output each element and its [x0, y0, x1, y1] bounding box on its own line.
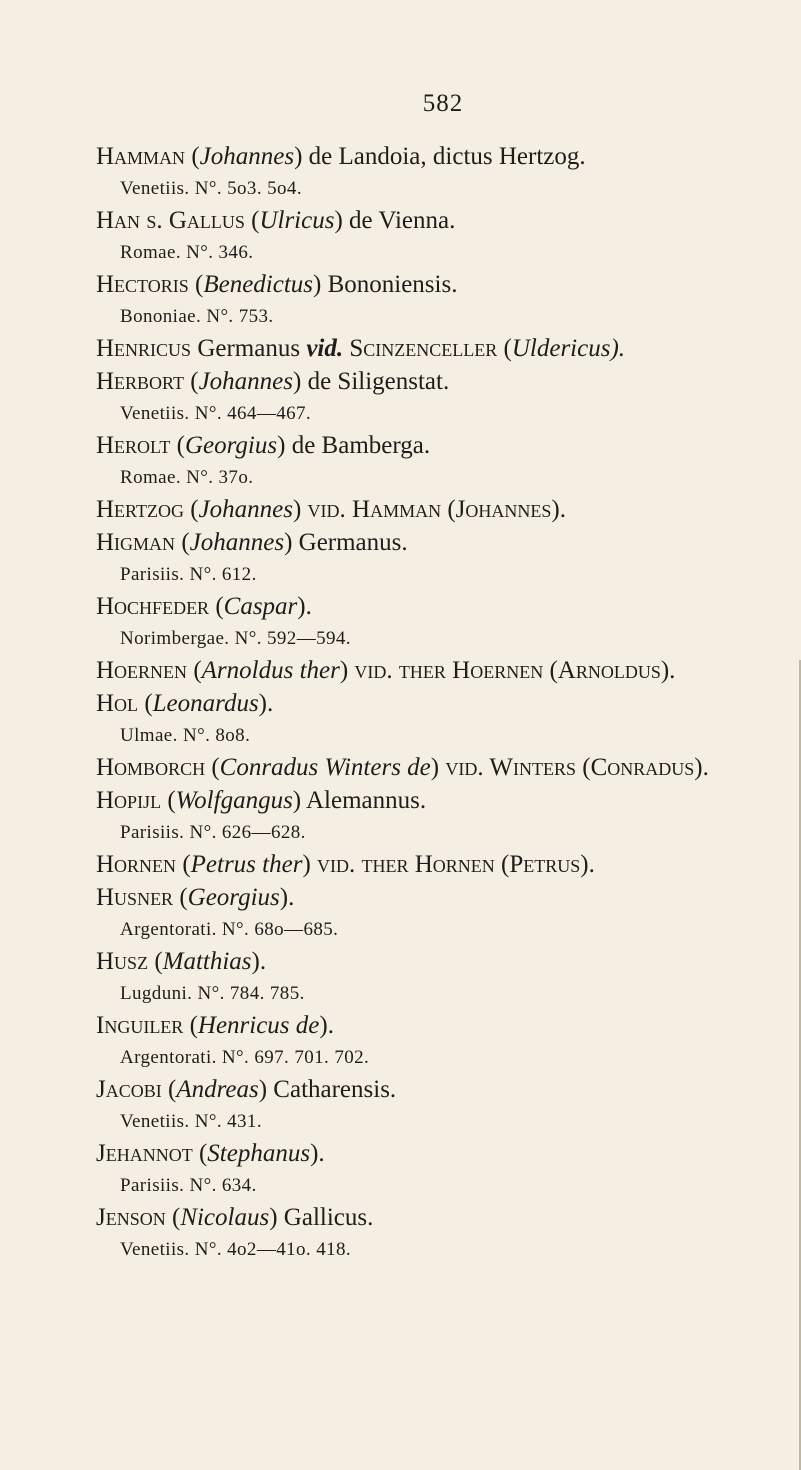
entry-text: ) [284, 529, 293, 556]
entry-surname: Hectoris [96, 271, 189, 298]
entry-text: ). [279, 884, 295, 911]
entry-given-name: Conradus Winters de [219, 754, 431, 781]
entry-reference: Argentorati. N°. 697. 701. 702. [120, 1047, 370, 1068]
entry-heading [96, 332, 801, 365]
index-entry [96, 526, 801, 590]
entry-reference: Venetiis. N°. 5o3. 5o4. [120, 178, 302, 199]
entry-reference: Parisiis. N°. 626—628. [120, 822, 306, 843]
index-entry [96, 784, 801, 848]
entry-surname: Husz [96, 948, 149, 975]
index-entry [96, 1073, 801, 1137]
index-entries [96, 140, 801, 1265]
entry-rest: Alemannus. [301, 787, 427, 814]
entry-surname: Hol [96, 690, 139, 717]
index-entry [96, 687, 801, 751]
entry-heading [96, 1137, 801, 1170]
entry-heading [96, 751, 801, 784]
entry-rest: Germanus. [292, 529, 408, 556]
entry-surname: Henricus [96, 335, 192, 362]
entry-given-name: Johannes [189, 529, 285, 556]
index-entry [96, 881, 801, 945]
entry-reference: Venetiis. N°. 431. [120, 1111, 262, 1132]
entry-given-name: Andreas [176, 1076, 259, 1103]
entry-text: ) [292, 496, 308, 523]
entry-text: ( [183, 1012, 198, 1039]
entry-cross-reference: vid. Winters (Conradus). [445, 754, 709, 781]
entry-surname: Hertzog [96, 496, 184, 523]
entry-surname: Hopijl [96, 787, 162, 814]
entry-heading [96, 1009, 801, 1042]
entry-text: ( [185, 143, 200, 170]
entry-given-name: Nicolaus [180, 1204, 270, 1231]
entry-heading [96, 784, 801, 817]
entry-text: ) [313, 271, 322, 298]
entry-surname: Hornen [96, 851, 177, 878]
entry-reference: Ulmae. N°. 8o8. [120, 725, 251, 746]
entry-text: ). [258, 690, 274, 717]
entry-text: ) [430, 754, 446, 781]
entry-surname: Jenson [96, 1204, 166, 1231]
entry-text: ( [183, 368, 199, 395]
entry-surname: Hoernen [96, 657, 188, 684]
entry-cross-reference: vid. ther Hoernen (Arnoldus). [354, 657, 676, 684]
entry-given-name: Ulricus [259, 207, 335, 234]
entry-heading [96, 654, 801, 687]
entry-rest: de Landoia, dictus Hertzog. [302, 143, 586, 170]
entry-reference: Parisiis. N°. 612. [120, 564, 257, 585]
entry-surname: Herbort [96, 368, 184, 395]
entry-text: ( [192, 1140, 208, 1167]
entry-reference: Romae. N°. 37o. [120, 467, 254, 488]
index-entry [96, 1009, 801, 1073]
entry-text: ( [165, 1204, 181, 1231]
entry-text: Germanus [191, 335, 307, 362]
index-entry [96, 1137, 801, 1201]
index-entry [96, 1201, 801, 1265]
entry-heading [96, 687, 801, 720]
index-entry [96, 268, 801, 332]
entry-rest: de Vienna. [342, 207, 456, 234]
entry-text: ( [161, 787, 176, 814]
index-entry [96, 590, 801, 654]
entry-surname: Hochfeder [96, 593, 210, 620]
entry-heading [96, 881, 801, 914]
entry-given-name: Johannes [199, 143, 295, 170]
entry-text: ) [292, 368, 302, 395]
entry-reference: Lugduni. N°. 784. 785. [120, 983, 305, 1004]
entry-text: ( [187, 657, 202, 684]
entry-text: ( [175, 529, 190, 556]
entry-given-name: Stephanus [207, 1140, 311, 1167]
entry-heading [96, 1201, 801, 1234]
entry-heading [96, 268, 801, 301]
entry-text: ( [183, 496, 199, 523]
entry-text: ) [334, 207, 343, 234]
index-entry [96, 751, 801, 784]
entry-heading [96, 429, 801, 462]
entry-given-name: Arnoldus ther [201, 657, 340, 684]
entry-text: ( [205, 754, 220, 781]
entry-reference: Romae. N°. 346. [120, 242, 254, 263]
entry-given-name: Wolfgangus [175, 787, 293, 814]
entry-text: Scinzenceller ( [343, 335, 512, 362]
entry-text: ( [161, 1076, 177, 1103]
entry-text: ). [310, 1140, 325, 1167]
entry-reference: Venetiis. N°. 4o2—41o. 418. [120, 1239, 352, 1260]
entry-given-name: Caspar [223, 593, 298, 620]
entry-text: ) [269, 1204, 278, 1231]
entry-heading [96, 848, 801, 881]
entry-given-name: Johannes [198, 496, 293, 523]
entry-rest: Gallicus. [277, 1204, 374, 1231]
index-entry [96, 654, 801, 687]
entry-text: ) [339, 657, 355, 684]
entry-surname: Jacobi [96, 1076, 162, 1103]
index-entry [96, 365, 801, 429]
index-entry [96, 332, 801, 365]
entry-reference: Parisiis. N°. 634. [120, 1175, 257, 1196]
entry-cross-reference: vid. Hamman (Johannes). [307, 496, 566, 523]
entry-rest: Bononiensis. [321, 271, 458, 298]
entry-heading [96, 204, 801, 237]
entry-given-name: Leonardus [152, 690, 259, 717]
entry-given-name: Matthias [162, 948, 252, 975]
entry-text: ( [138, 690, 153, 717]
entry-text: ( [209, 593, 224, 620]
entry-surname: Inguiler [96, 1012, 184, 1039]
entry-surname: Homborch [96, 754, 206, 781]
entry-reference: Norimbergae. N°. 592—594. [120, 628, 351, 649]
entry-surname: Husner [96, 884, 174, 911]
entry-heading [96, 945, 801, 978]
entry-surname: Higman [96, 529, 176, 556]
entry-rest: Catharensis. [267, 1076, 397, 1103]
entry-heading [96, 493, 801, 526]
entry-text: ) [294, 143, 303, 170]
entry-surname: Herolt [96, 432, 171, 459]
entry-text: ). [297, 593, 312, 620]
entry-given-name: Henricus de [197, 1012, 320, 1039]
entry-given-name: Benedictus [203, 271, 314, 298]
entry-text: ) [292, 787, 302, 814]
entry-rest: Uldericus). [511, 335, 626, 362]
entry-text: ( [188, 271, 204, 298]
entry-reference: Venetiis. N°. 464—467. [120, 403, 312, 424]
entry-given-name: Petrus ther [190, 851, 303, 878]
entry-heading [96, 365, 801, 398]
entry-text: ) [302, 851, 318, 878]
entry-text: ). [319, 1012, 334, 1039]
entry-given-name: Johannes [198, 368, 293, 395]
entry-text: ) [258, 1076, 268, 1103]
entry-heading [96, 526, 801, 559]
entry-cross-reference: vid. ther Hornen (Petrus). [317, 851, 595, 878]
entry-text: ( [148, 948, 163, 975]
entry-heading [96, 140, 801, 173]
entry-rest: de Siligenstat. [301, 368, 450, 395]
entry-surname: Jehannot [96, 1140, 193, 1167]
entry-cross-reference: vid. [306, 335, 344, 362]
entry-text: ( [176, 851, 191, 878]
index-entry [96, 848, 801, 881]
index-entry [96, 429, 801, 493]
entry-given-name: Georgius [187, 884, 280, 911]
entry-reference: Bononiae. N°. 753. [120, 306, 274, 327]
entry-surname: Han [96, 207, 141, 234]
entry-text: s. Gallus ( [140, 207, 260, 234]
entry-given-name: Georgius [184, 432, 278, 459]
index-entry [96, 204, 801, 268]
entry-surname: Hamman [96, 143, 186, 170]
entry-heading [96, 590, 801, 623]
page-number: 582 [422, 90, 464, 117]
entry-text: ). [251, 948, 267, 975]
entry-reference: Argentorati. N°. 68o—685. [120, 919, 339, 940]
entry-text: ( [173, 884, 188, 911]
index-entry [96, 493, 801, 526]
index-entry [96, 140, 801, 204]
entry-rest: de Bamberga. [285, 432, 431, 459]
index-entry [96, 945, 801, 1009]
entry-heading [96, 1073, 801, 1106]
entry-text: ( [170, 432, 185, 459]
entry-text: ) [277, 432, 286, 459]
